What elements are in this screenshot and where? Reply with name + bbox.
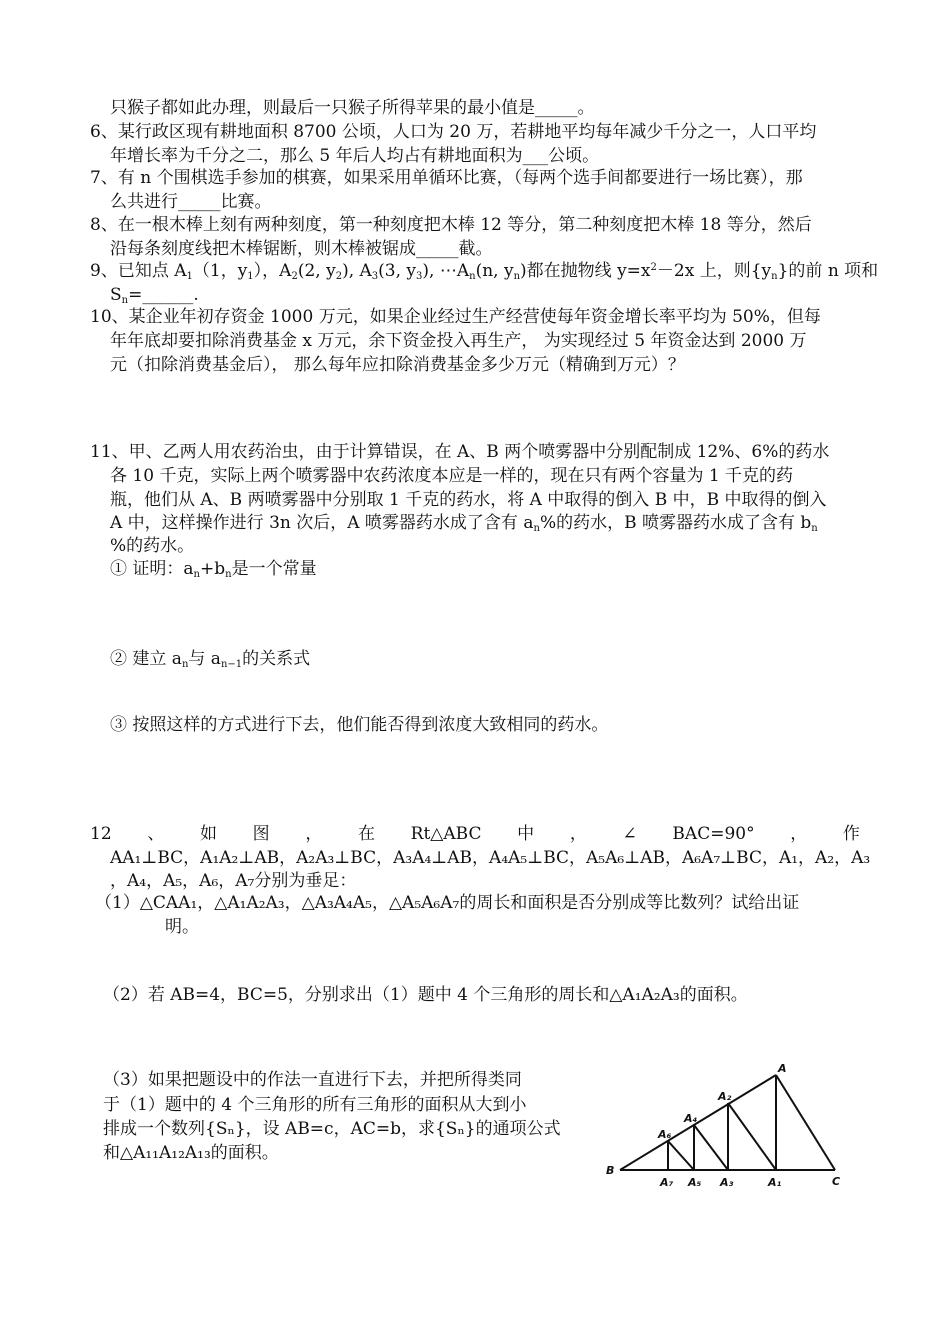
q11-part-3: ③ 按照这样的方式进行下去，他们能否得到浓度大致相同的药水。 [110, 715, 609, 735]
q7-line-2: 么共进行_____比赛。 [110, 192, 272, 212]
q10-line-1: 10、某企业年初存资金 1000 万元，如果企业经过生产经营使每年资金增长率平均为 50%，但每 [90, 307, 821, 327]
q12-part-3-line-4: 和△A₁₁A₁₂A₁₃的面积。 [103, 1143, 279, 1163]
q11-line-1: 11、甲、乙两人用农药治虫，由于计算错误，在 A、B 两个喷雾器中分别配制成 12%、6%的药水 [90, 442, 830, 462]
q12-part-2: （2）若 AB=4，BC=5，分别求出（1）题中 4 个三角形的周长和△A₁A₂A₃的面积。 [103, 985, 748, 1005]
q10-line-3: 元（扣除消费基金后）， 那么每年应扣除消费基金多少万元（精确到万元）？ [110, 355, 685, 375]
label-b: B [606, 1164, 615, 1177]
q9-line-2: $S_n=\_\_\_\_\_\_$. [110, 285, 199, 306]
q11-line-4: A 中，这样操作进行 3n 次后，A 喷雾器药水成了含有 $a_n\%$的药水，B 喷雾器药水成了含有 $b_n$ [110, 513, 818, 534]
q11-line-2: 各 10 千克，实际上两个喷雾器中农药浓度本应是一样的，现在只有两个容量为 1 千克的药 [110, 466, 794, 486]
q5-tail-line: 只猴子都如此办理，则最后一只猴子所得苹果的最小值是_____。 [110, 98, 595, 118]
q12-part-3-line-1: （3）如果把题设中的作法一直进行下去，并把所得类同 [103, 1070, 522, 1090]
q8-line-1: 8、在一根木棒上刻有两种刻度，第一种刻度把木棒 12 等分，第二种刻度把木棒 18 等分，然后 [90, 215, 812, 235]
label-a: A [778, 1062, 787, 1075]
q11-line-3: 瓶，他们从 A、B 两喷雾器中分别取 1 千克的药水，将 A 中取得的倒入 B 中，B 中取得的倒入 [110, 490, 827, 510]
q10-line-2: 年年底却要扣除消费基金 x 万元，余下资金投入再生产， 为实现经过 5 年资金达到 2000 万 [110, 331, 807, 351]
q11-part-1: ① 证明：$a_n+b_n$是一个常量 [110, 559, 317, 580]
segment-ab [620, 1075, 776, 1170]
label-a1: A₁ [768, 1176, 782, 1189]
q7-line-1: 7、有 n 个围棋选手参加的棋赛，如果采用单循环比赛，（每两个选手间都要进行一场比赛），那 [90, 168, 803, 188]
q6-line-2: 年增长率为千分之二，那么 5 年后人均占有耕地面积为___公顷。 [110, 146, 600, 166]
segment-a5a6 [668, 1141, 694, 1170]
q12-part-3-line-2: 于（1）题中的 4 个三角形的所有三角形的面积从大到小 [103, 1095, 527, 1115]
q8-line-2: 沿每条刻度线把木棒锯断，则木棒被锯成_____截。 [110, 239, 493, 259]
q12-part-1-line-1: （1）△CAA₁，△A₁A₂A₃，△A₃A₄A₅，△A₅A₆A₇的周长和面积是否分别成等比数列？试给出证 [95, 893, 800, 913]
label-a7: A₇ [660, 1176, 674, 1189]
label-a3: A₃ [720, 1176, 734, 1189]
q6-line-1: 6、某行政区现有耕地面积 8700 公顷，人口为 20 万，若耕地平均每年减少千分之一，人口平均 [90, 122, 817, 142]
q12-line-1: 12 、 如 图 ， 在 Rt△ABC 中 ， ∠ BAC=90° ， 作 [90, 824, 860, 844]
triangle-figure [600, 1060, 860, 1190]
segment-ac [776, 1075, 835, 1170]
label-a4: A₄ [684, 1112, 698, 1125]
q11-part-2: ② 建立 $a_n$与 $a_{n-1}$的关系式 [110, 649, 311, 670]
segment-a1a2 [728, 1103, 776, 1170]
label-a6: A₆ [658, 1128, 672, 1141]
q9-line-1: 9、已知点 $A_1(1$，$y_1$），$A_2(2$, $y_2$), $A_3(3$, $y_3$), $\cdots A_n(n$, $y_n$)都在抛物线 $y=x^2-2x$ 上，则$\{y_n\}$的前 n 项和 [90, 261, 879, 282]
q12-line-2: AA₁⊥BC，A₁A₂⊥AB，A₂A₃⊥BC，A₃A₄⊥AB，A₄A₅⊥BC，A₅A₆⊥AB，A₆A₇⊥BC，A₁，A₂，A₃ [110, 848, 871, 868]
q11-line-5: %的药水。 [110, 536, 195, 556]
segment-a3a4 [694, 1125, 728, 1170]
label-c: C [832, 1175, 841, 1188]
q12-line-3: ，A₄，A₅，A₆，A₇分别为垂足： [110, 871, 357, 891]
q12-part-3-line-3: 排成一个数列{Sₙ}，设 AB=c，AC=b，求{Sₙ}的通项公式 [103, 1119, 561, 1139]
label-a2: A₂ [718, 1090, 732, 1103]
q12-part-1-line-2: 明。 [165, 917, 199, 937]
label-a5: A₅ [688, 1176, 702, 1189]
